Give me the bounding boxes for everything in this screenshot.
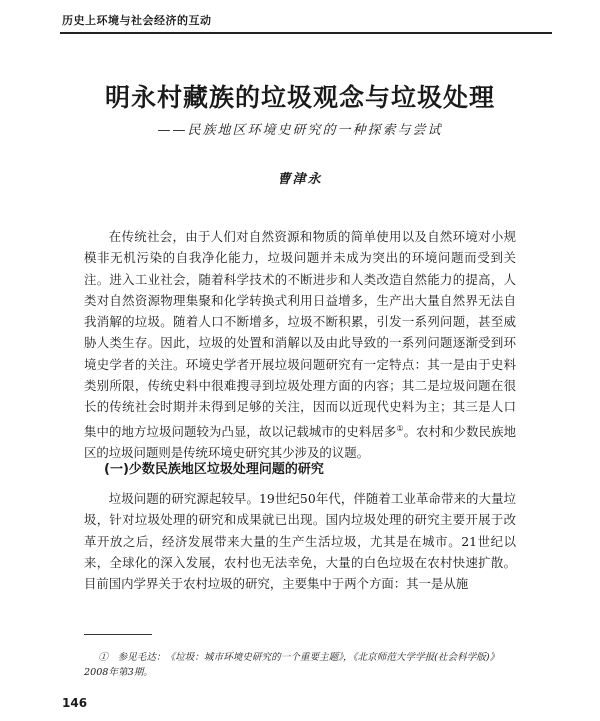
page-number: 146 [62,696,88,710]
paragraph-1-tail: 。农村和少数民族地区的垃圾问题则是传统环境史研究其少涉及的议题。 [84,423,517,461]
section-heading: (一)少数民族地区垃圾处理问题的研究 [104,462,324,477]
paragraph-1-text: 在传统社会，由于人们对自然资源和物质的简单使用以及自然环境对小规模非无机污染的自我净化能力，垃圾问题并未成为突出的环境问题而受到关注。进入工业社会，随着科学技术的不断进步和人类改造自然能力的提高，人类对自然资源物理集聚和化学转换式利用日益增多，生产出大量自然界无法自我消解的垃圾。随着人口不断增多，垃圾不断积累，引发一系列问题，甚至威胁人类生存。因此，垃圾的处置和消解以及由此导致的一系列问题逐渐受到环境史学者的关注。环境史学者开展垃圾问题研究有一定特点：其一是由于史料类别所限，传统史料中很难搜寻到垃圾处理方面的内容；其二是垃圾问题在很长的传统社会时期并未得到足够的关注，因而以近现代史料为主；其三是人口集中的地方垃圾问题较为凸显，故以记载城市的史料居多 [84,229,516,439]
header-rule [60,32,552,34]
author-name: 曹津永 [277,172,323,187]
body-paragraph-1 [84,226,516,463]
body-paragraph-2: 垃圾问题的研究源起较早。19世纪50年代，伴随着工业革命带来的大量垃圾，针对垃圾处理的研究和成果就已出现。国内垃圾处理的研究主要开展于改革开放之后，经济发展带来大量的生产生活垃圾，尤其是在城市。21世纪以来，全球化的深入发展，农村也无法幸免，大量的白色垃圾在农村快速扩散。目前国内学界关于农村垃圾的研究，主要集中于两个方面：其一是从施 [84,491,516,592]
footnote: ① 参见毛达：《垃圾：城市环境史研究的一个重要主题》，《北京师范大学学报(社会科学版)》2008年第3期。 [84,652,500,678]
footnote-reference: ① [396,423,404,433]
article-subtitle: ——民族地区环境史研究的一种探索与尝试 [157,123,443,138]
footnote-rule [84,634,152,635]
running-head: 历史上环境与社会经济的互动 [62,14,212,27]
article-title: 明永村藏族的垃圾观念与垃圾处理 [104,83,495,112]
